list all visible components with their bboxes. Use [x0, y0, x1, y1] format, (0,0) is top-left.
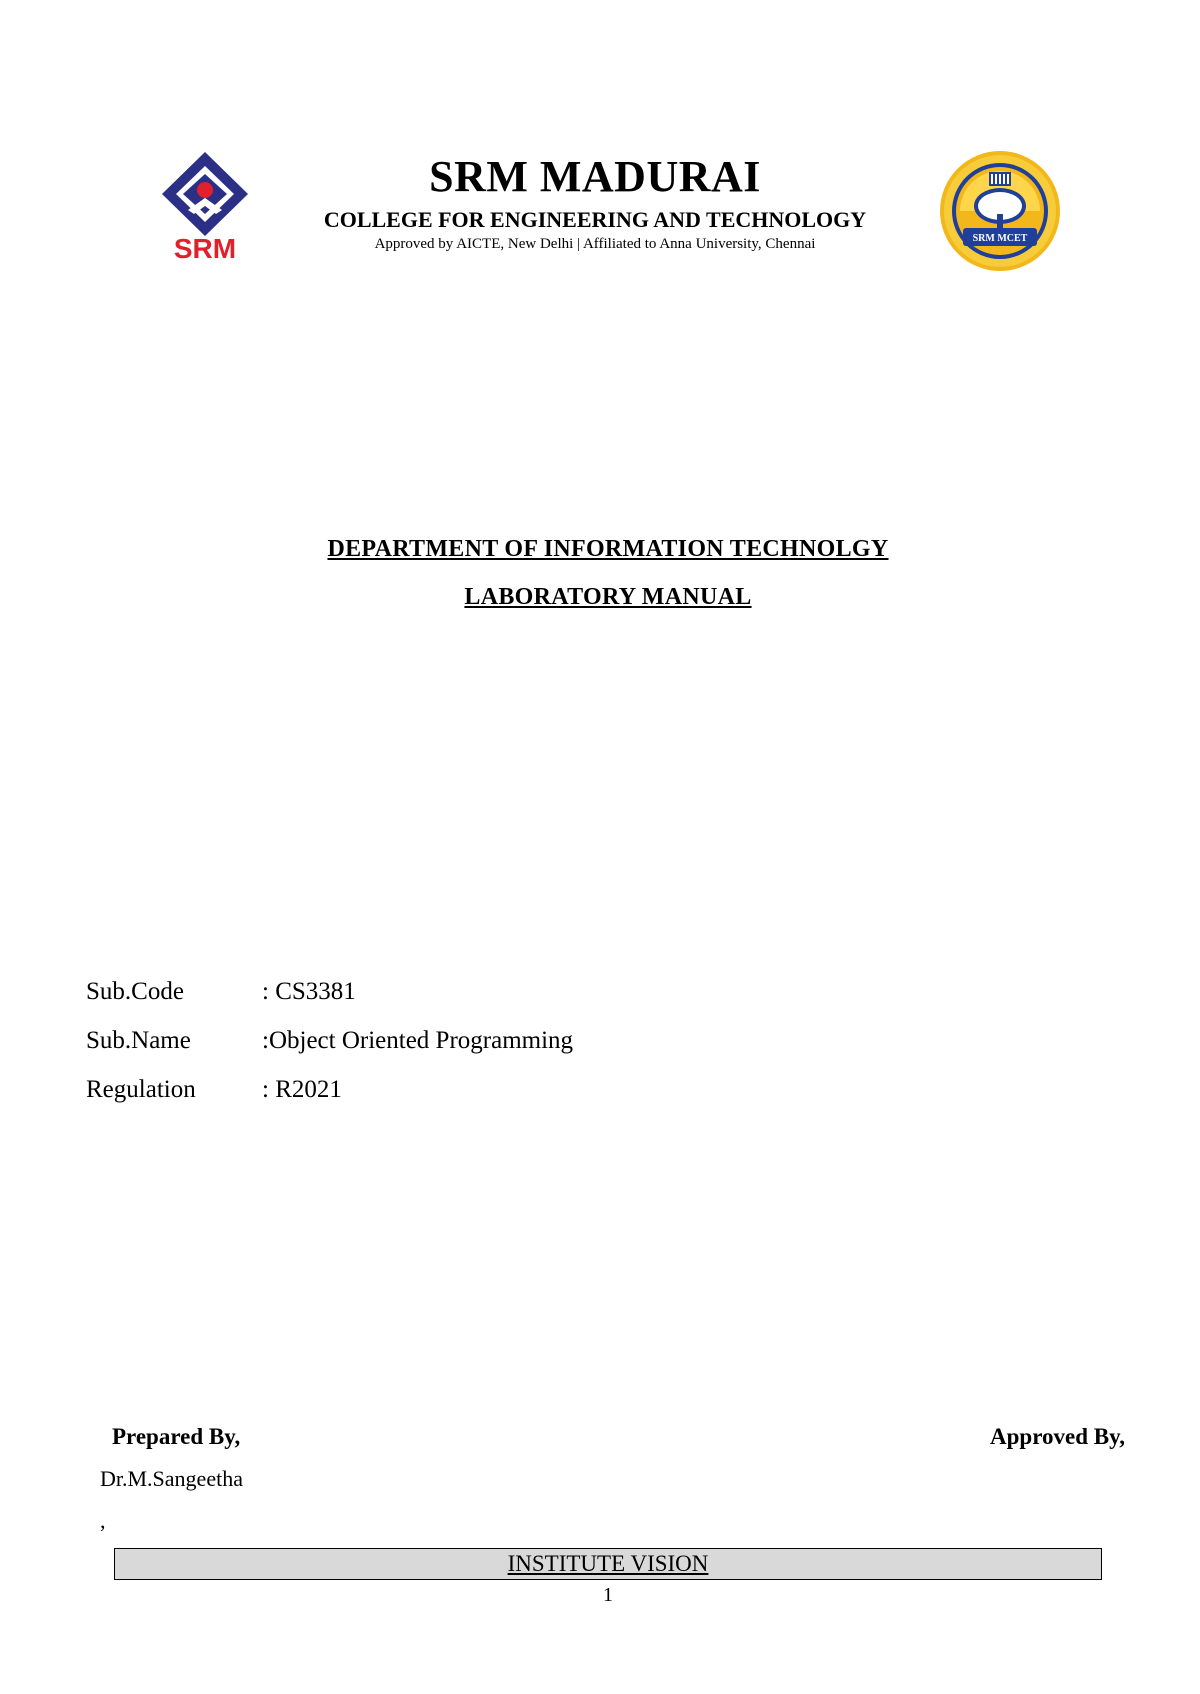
- prepared-by-label: Prepared By,: [112, 1424, 241, 1449]
- trailing-comma: ,: [100, 1508, 106, 1533]
- college-letterhead: [270, 152, 920, 254]
- page-number: 1: [603, 1584, 613, 1606]
- subject-code-label: Sub.Code: [86, 978, 184, 1005]
- approved-by-label: Approved By,: [990, 1424, 1126, 1449]
- srm-logo-text: SRM: [173, 233, 237, 262]
- institute-vision-heading-bar: [114, 1548, 1102, 1580]
- subject-code-value: : CS3381: [262, 978, 356, 1005]
- subject-name-value: :Object Oriented Programming: [262, 1027, 574, 1054]
- srm-logo: [158, 150, 252, 262]
- subject-name-label: Sub.Name: [86, 1027, 191, 1054]
- college-name-subtitle: COLLEGE FOR ENGINEERING AND TECHNOLOGY: [323, 207, 867, 232]
- manual-title: LABORATORY MANUAL: [464, 584, 752, 610]
- seal-text: SRM MCET: [972, 233, 1028, 244]
- preparer-name: Dr.M.Sangeetha: [100, 1466, 243, 1491]
- regulation-value: : R2021: [262, 1076, 342, 1103]
- institute-vision-heading: INSTITUTE VISION: [507, 1551, 709, 1576]
- srm-mcet-seal-logo: [939, 150, 1061, 272]
- college-name-title: SRM MADURAI: [429, 152, 761, 201]
- regulation-label: Regulation: [86, 1076, 196, 1103]
- college-affiliation: Approved by AICTE, New Delhi | Affiliated to Anna University, Chennai: [374, 236, 816, 252]
- department-title: DEPARTMENT OF INFORMATION TECHNOLGY: [327, 536, 889, 562]
